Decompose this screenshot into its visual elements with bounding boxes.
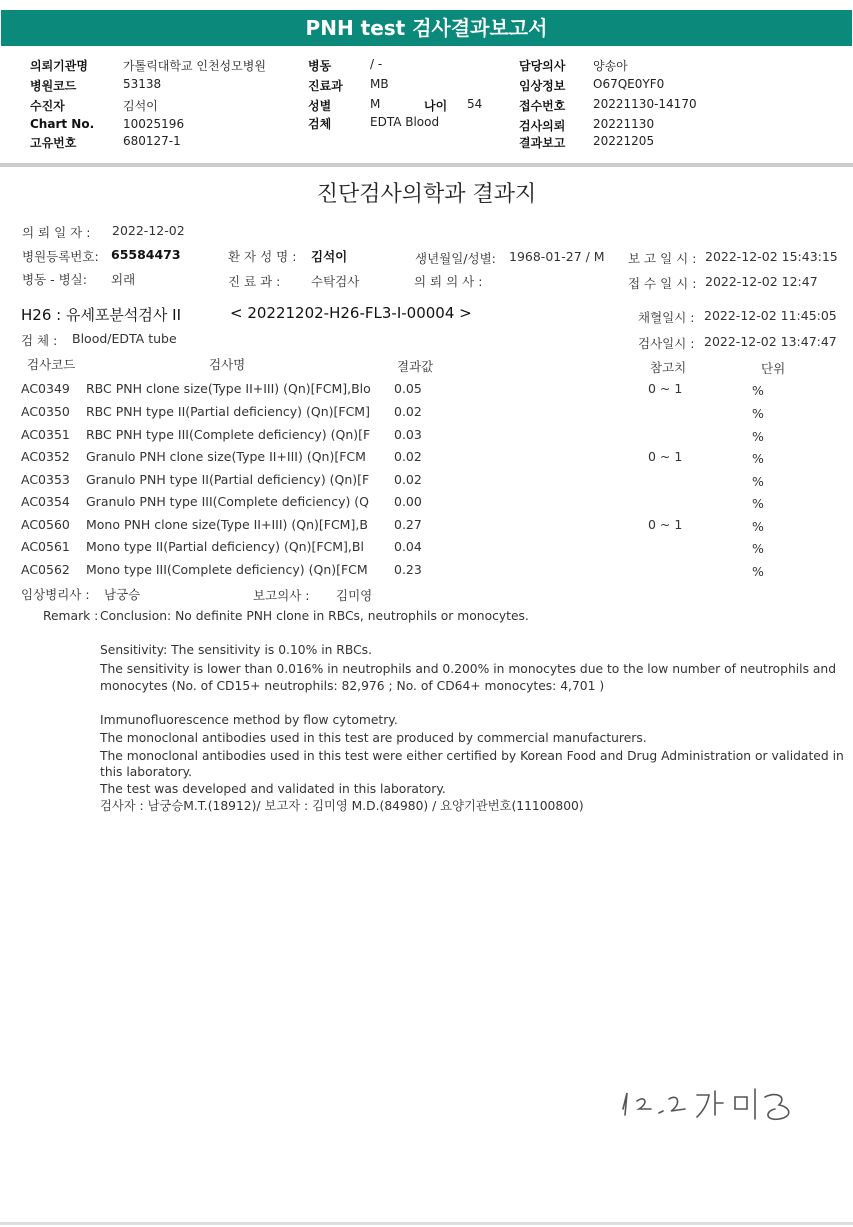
row-unit: % — [752, 541, 764, 556]
row-result: 0.00 — [394, 494, 422, 509]
row-code: AC0352 — [21, 449, 70, 464]
handwritten-signature — [615, 1075, 805, 1130]
collect-time-label: 채혈일시 : — [638, 310, 695, 325]
reporter: 김미영 — [336, 588, 373, 603]
scanned-result-sheet — [0, 167, 853, 1223]
row-result: 0.02 — [394, 449, 422, 464]
row-test-name: Granulo PNH type II(Partial deficiency) (Qn)[F — [86, 472, 370, 487]
dob: 1968-01-27 / M — [509, 249, 605, 264]
remark-method: Immunofluorescence method by flow cytometry. — [100, 713, 398, 727]
row-reference: 0 ~ 1 — [648, 449, 683, 464]
remark-antibodies-1: The monoclonal antibodies used in this test are produced by commercial manufacturers. — [100, 731, 647, 745]
row-result: 0.04 — [394, 539, 422, 554]
label-receipt-no: 접수번호 — [519, 99, 566, 113]
row-test-name: Granulo PNH clone size(Type II+III) (Qn)[FCM — [86, 449, 366, 464]
label-institution: 의뢰기관명 — [30, 59, 88, 73]
row-result: 0.05 — [394, 381, 422, 396]
label-ward: 병동 — [308, 59, 332, 73]
remark-conclusion: Conclusion: No definite PNH clone in RBCs, neutrophils or monocytes. — [100, 609, 529, 623]
remark-validation: The test was developed and validated in this laboratory. — [100, 782, 446, 796]
value-receipt-no: 20221130-14170 — [593, 97, 697, 111]
report-time: 2022-12-02 15:43:15 — [705, 249, 838, 264]
ordering-doctor-label: 의 뢰 의 사 : — [414, 274, 483, 289]
value-institution: 가톨릭대학교 인천성모병원 — [123, 59, 266, 73]
row-result: 0.02 — [394, 472, 422, 487]
receipt-time: 2022-12-02 12:47 — [705, 274, 818, 289]
row-unit: % — [752, 406, 764, 421]
value-chart-no: 10025196 — [123, 117, 185, 131]
row-result: 0.03 — [394, 427, 422, 442]
row-result: 0.23 — [394, 562, 422, 577]
reporter-label: 보고의사 : — [253, 588, 310, 603]
patient-name-label: 환 자 성 명 : — [228, 249, 297, 264]
test-time-label: 검사일시 : — [638, 336, 695, 351]
label-unique-no: 고유번호 — [30, 136, 77, 150]
col-header-reference: 참고치 — [650, 360, 687, 375]
value-age: 54 — [467, 97, 483, 111]
row-result: 0.27 — [394, 517, 422, 532]
result-sheet-title: 진단검사의학과 결과지 — [316, 182, 537, 207]
dept: 수탁검사 — [311, 274, 360, 289]
label-sex: 성별 — [308, 99, 332, 113]
report-time-label: 보 고 일 시 : — [628, 251, 697, 266]
value-physician: 양송아 — [593, 59, 628, 73]
reg-no-label: 병원등록번호: — [22, 249, 99, 264]
report-header-title: PNH test 검사결과보고서 — [1, 10, 852, 46]
value-sex: M — [370, 97, 381, 111]
pathologist-label: 임상병리사 : — [21, 587, 90, 602]
reg-no: 65584473 — [111, 247, 181, 262]
test-group: H26 : 유세포분석검사 II — [21, 306, 182, 324]
value-unique-no: 680127-1 — [123, 134, 181, 148]
label-test-request: 검사의뢰 — [519, 119, 566, 133]
ward: 외래 — [111, 272, 136, 287]
row-unit: % — [752, 564, 764, 579]
label-result-report: 결과보고 — [519, 136, 566, 150]
row-code: AC0354 — [21, 494, 70, 509]
request-date-label: 의 뢰 일 자 : — [22, 225, 91, 240]
row-code: AC0562 — [21, 562, 70, 577]
receipt-time-label: 접 수 일 시 : — [628, 276, 697, 291]
row-code: AC0561 — [21, 539, 70, 554]
label-specimen: 검체 — [308, 117, 332, 131]
value-clinical-info: O67QE0YF0 — [593, 77, 665, 91]
specimen-label: 검 체 : — [21, 333, 58, 348]
pathologist: 남궁승 — [104, 587, 141, 602]
remark-sensitivity-detail-2: monocytes (No. of CD15+ neutrophils: 82,976 ; No. of CD64+ monocytes: 4,701 ) — [100, 679, 605, 693]
remark-staff: 검사자 : 남궁승M.T.(18912)/ 보고자 : 김미영 M.D.(84980) / 요양기관번호(11100800) — [100, 799, 584, 813]
request-date: 2022-12-02 — [112, 223, 185, 238]
label-patient: 수진자 — [30, 99, 65, 113]
collect-time: 2022-12-02 11:45:05 — [704, 308, 837, 323]
dept-label: 진 료 과 : — [228, 274, 281, 289]
accession-number: < 20221202-H26-FL3-I-00004 > — [230, 304, 472, 322]
label-physician: 담당의사 — [519, 59, 566, 73]
row-test-name: RBC PNH clone size(Type II+III) (Qn)[FCM],Blo — [86, 381, 371, 396]
value-result-report: 20221205 — [593, 134, 655, 148]
row-unit: % — [752, 519, 764, 534]
remark-sensitivity-detail-1: The sensitivity is lower than 0.016% in neutrophils and 0.200% in monocytes due to the low number of neutrophils and — [100, 662, 837, 676]
value-specimen: EDTA Blood — [370, 115, 440, 129]
row-unit: % — [752, 383, 764, 398]
row-code: AC0353 — [21, 472, 70, 487]
row-code: AC0560 — [21, 517, 70, 532]
ward-label: 병동 - 병실: — [22, 272, 87, 287]
remark-sensitivity: Sensitivity: The sensitivity is 0.10% in RBCs. — [100, 643, 372, 657]
specimen: Blood/EDTA tube — [72, 331, 177, 346]
patient-name: 김석이 — [311, 249, 348, 264]
row-code: AC0350 — [21, 404, 70, 419]
row-test-name: Mono type III(Complete deficiency) (Qn)[FCM — [86, 562, 368, 577]
label-clinical-info: 임상정보 — [519, 79, 566, 93]
label-department: 진료과 — [308, 79, 343, 93]
value-ward: / - — [370, 57, 383, 71]
remark-antibodies-3: this laboratory. — [100, 765, 193, 779]
value-patient: 김석이 — [123, 99, 158, 113]
col-header-name: 검사명 — [209, 357, 246, 372]
row-code: AC0349 — [21, 381, 70, 396]
col-header-code: 검사코드 — [27, 357, 76, 372]
row-test-name: Granulo PNH type III(Complete deficiency) (Q — [86, 494, 370, 509]
remark-antibodies-2: The monoclonal antibodies used in this test were either certified by Korean Food and Drug Administration or validated in — [100, 749, 844, 763]
bottom-rule — [0, 1222, 853, 1225]
label-hospital-code: 병원코드 — [30, 79, 77, 93]
row-unit: % — [752, 451, 764, 466]
row-test-name: RBC PNH type III(Complete deficiency) (Qn)[F — [86, 427, 371, 442]
row-unit: % — [752, 474, 764, 489]
test-time: 2022-12-02 13:47:47 — [704, 334, 837, 349]
row-reference: 0 ~ 1 — [648, 517, 683, 532]
remark-label: Remark : — [43, 609, 99, 623]
row-reference: 0 ~ 1 — [648, 381, 683, 396]
row-unit: % — [752, 429, 764, 444]
row-unit: % — [752, 496, 764, 511]
value-hospital-code: 53138 — [123, 77, 162, 91]
row-test-name: RBC PNH type II(Partial deficiency) (Qn)[FCM] — [86, 404, 370, 419]
row-test-name: Mono PNH clone size(Type II+III) (Qn)[FCM],B — [86, 517, 368, 532]
col-header-unit: 단위 — [761, 361, 786, 376]
value-test-request: 20221130 — [593, 117, 655, 131]
value-department: MB — [370, 77, 389, 91]
row-test-name: Mono type II(Partial deficiency) (Qn)[FCM],Bl — [86, 539, 364, 554]
label-age: 나이 — [424, 99, 448, 113]
row-code: AC0351 — [21, 427, 70, 442]
row-result: 0.02 — [394, 404, 422, 419]
col-header-result: 결과값 — [397, 359, 434, 374]
dob-label: 생년월일/성별: — [415, 251, 496, 266]
label-chart-no: Chart No. — [30, 117, 95, 131]
